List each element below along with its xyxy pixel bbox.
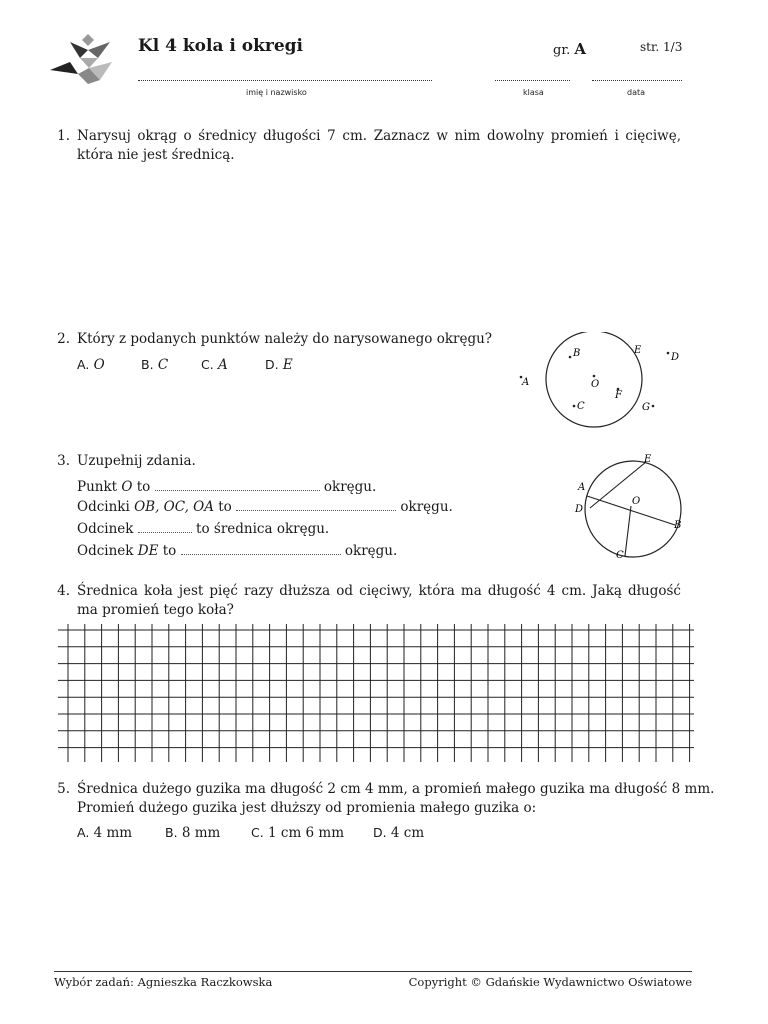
- q3-line-2: Odcinki OB, OC, OA to okręgu.: [77, 499, 453, 515]
- name-label: imię i nazwisko: [246, 88, 307, 97]
- q5-option-c[interactable]: C. 1 cm 6 mm: [251, 825, 345, 841]
- q3-line-4: Odcinek DE to okręgu.: [77, 543, 398, 559]
- q5-number: 5.: [57, 781, 70, 797]
- q1-number: 1.: [57, 128, 70, 144]
- class-label: klasa: [523, 88, 544, 97]
- q3-circle-figure: [570, 450, 690, 565]
- q3-label-o: O: [632, 496, 641, 507]
- date-label: data: [627, 88, 646, 97]
- q4-number: 4.: [57, 583, 70, 599]
- q5-option-a[interactable]: A. 4 mm: [77, 825, 133, 841]
- q3-blank-4[interactable]: [181, 544, 341, 555]
- q3-label-a: A: [578, 482, 586, 493]
- q2-option-a[interactable]: A. O: [77, 357, 105, 373]
- q2-option-c[interactable]: C. A: [201, 357, 228, 373]
- q2-label-e: E: [634, 345, 642, 356]
- q3-blank-3[interactable]: [138, 522, 192, 533]
- q2-text: Który z podanych punktów należy do narysowanego okręgu?: [77, 331, 493, 347]
- q3-blank-1[interactable]: [155, 480, 320, 491]
- footer-copyright: Copyright © Gdańskie Wydawnictwo Oświatowe: [408, 975, 692, 989]
- name-field[interactable]: [138, 80, 432, 81]
- date-field[interactable]: [592, 80, 682, 81]
- q5-option-b[interactable]: B. 8 mm: [165, 825, 221, 841]
- q4-answer-grid[interactable]: [58, 624, 694, 762]
- q3-blank-2[interactable]: [236, 500, 396, 511]
- q3-label-e: E: [644, 454, 652, 465]
- class-field[interactable]: [495, 80, 570, 81]
- q1-text: Narysuj okrąg o średnicy długości 7 cm. Zaznacz w nim dowolny promień i cięciwę, która nie jest średnicą.: [77, 128, 681, 163]
- q3-number: 3.: [57, 453, 70, 469]
- page-title: Kl 4 kola i okregi: [138, 36, 304, 56]
- group-label: gr. A: [553, 40, 587, 58]
- q3-label-c: C: [616, 550, 624, 561]
- q3-label-d: D: [575, 504, 584, 515]
- q2-label-a: A: [522, 377, 530, 388]
- q2-circle-figure: [510, 332, 690, 432]
- q5-text-2: Promień dużego guzika jest dłuższy od promienia małego guzika o:: [77, 800, 537, 816]
- q3-label-b: B: [674, 520, 682, 531]
- q2-label-b: B: [573, 348, 581, 359]
- q2-label-g: G: [642, 402, 650, 413]
- q2-label-f: F: [615, 390, 622, 401]
- footer-divider: [54, 971, 692, 972]
- q2-label-d: D: [671, 352, 680, 363]
- page-number: str. 1/3: [640, 40, 683, 54]
- q5-text-1: Średnica dużego guzika ma długość 2 cm 4 mm, a promień małego guzika ma długość 8 mm.: [77, 781, 715, 797]
- publisher-logo: [48, 34, 114, 86]
- q2-option-d[interactable]: D. E: [265, 357, 293, 373]
- q2-label-o: O: [591, 379, 600, 390]
- q2-number: 2.: [57, 331, 70, 347]
- q2-option-b[interactable]: B. C: [141, 357, 169, 373]
- q5-option-d[interactable]: D. 4 cm: [373, 825, 425, 841]
- q3-line-3: Odcinek to średnica okręgu.: [77, 521, 330, 537]
- q2-label-c: C: [577, 401, 585, 412]
- q3-line-1: Punkt O to okręgu.: [77, 479, 377, 495]
- q4-text: Średnica koła jest pięć razy dłuższa od cięciwy, która ma długość 4 cm. Jaką długość ma promień tego koła?: [77, 583, 681, 618]
- footer-author: Wybór zadań: Agnieszka Raczkowska: [54, 975, 273, 989]
- q3-text: Uzupełnij zdania.: [77, 453, 196, 469]
